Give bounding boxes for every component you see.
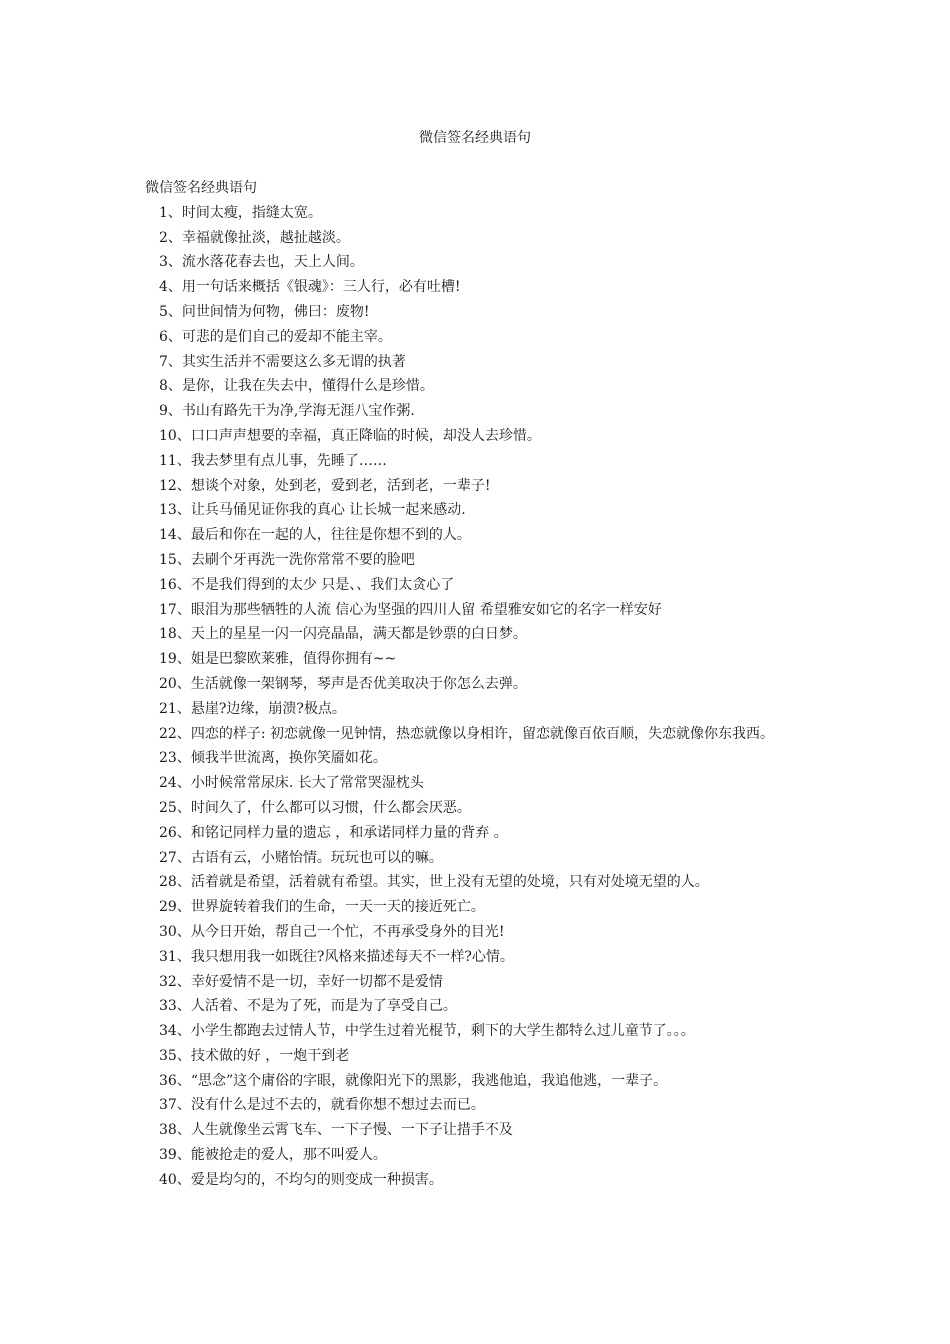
list-item: 16、不是我们得到的太少 只是、、我们太贪心了: [159, 576, 455, 593]
list-item: 38、人生就像坐云霄飞车、一下子慢、一下子让措手不及: [159, 1122, 513, 1139]
list-item: 11、我去梦里有点儿事，先睡了……: [159, 452, 387, 469]
list-item: 23、倾我半世流离，换你笑靥如花。: [159, 750, 387, 767]
list-item: 26、和铭记同样力量的遗忘 ，和承诺同样力量的背弃 。: [159, 824, 508, 841]
list-item: 35、技术做的好 ，一炮干到老: [159, 1047, 350, 1064]
list-item: 25、时间久了，什么都可以习惯，什么都会厌恶。: [159, 799, 471, 816]
list-item: 15、去刷个牙再洗一洗你常常不要的脸吧: [159, 551, 415, 568]
list-item: 22、四恋的样子: 初恋就像一见钟情，热恋就像以身相许，留恋就像百依百顺，失恋就像你东我西。: [159, 725, 774, 742]
list-item: 19、姐是巴黎欧莱雅，值得你拥有~~: [159, 651, 397, 668]
page-title: 微信签名经典语句: [419, 130, 531, 146]
list-item: 3、流水落花春去也，天上人间。: [159, 254, 364, 271]
list-item: 13、让兵马俑见证你我的真心 让长城一起来感动.: [159, 502, 466, 519]
list-item: 21、悬崖?边缘，崩溃?极点。: [159, 700, 346, 717]
list-item: 14、最后和你在一起的人，往往是你想不到的人。: [159, 527, 471, 544]
list-item: 17、眼泪为那些牺牲的人流 信心为坚强的四川人留 希望雅安如它的名字一样安好: [159, 601, 662, 618]
list-item: 32、幸好爱情不是一切，幸好一切都不是爱情: [159, 973, 443, 990]
list-item: 33、人活着、不是为了死，而是为了享受自己。: [159, 998, 457, 1015]
quote-list: [145, 201, 810, 1193]
list-item: 8、是你，让我在失去中，懂得什么是珍惜。: [159, 378, 434, 395]
list-item: 2、幸福就像扯淡，越扯越淡。: [159, 229, 350, 246]
list-item: 29、世界旋转着我们的生命，一天一天的接近死亡。: [159, 899, 485, 916]
list-item: 18、天上的星星一闪一闪亮晶晶，满天都是钞票的白日梦。: [159, 626, 527, 643]
document-body: [145, 176, 810, 1193]
list-item: 6、可悲的是们自己的爱却不能主宰。: [159, 328, 392, 345]
list-item: 34、小学生都跑去过情人节，中学生过着光棍节，剩下的大学生都特么过儿童节了。。。: [159, 1023, 695, 1040]
list-item: 36、“思念”这个庸俗的字眼，就像阳光下的黑影，我逃他追，我追他逃，一辈子。: [159, 1072, 668, 1089]
list-item: 30、从今日开始，帮自己一个忙，不再承受身外的目光!: [159, 923, 505, 940]
list-item: 40、爱是均匀的，不均匀的则变成一种损害。: [159, 1171, 443, 1188]
list-item: 20、生活就像一架钢琴，琴声是否优美取决于你怎么去弹。: [159, 675, 527, 692]
list-item: 39、能被抢走的爱人，那不叫爱人。: [159, 1147, 387, 1164]
list-item: 31、我只想用我一如既往?风格来描述每天不一样?心情。: [159, 948, 514, 965]
list-item: 24、小时候常常尿床. 长大了常常哭湿枕头: [159, 775, 424, 792]
list-item: 5、问世间情为何物，佛曰：废物!: [159, 303, 370, 320]
list-item: 9、书山有路先干为净,学海无涯八宝作粥.: [159, 403, 415, 420]
list-item: 4、用一句话来概括《银魂》：三人行，必有吐槽!: [159, 279, 461, 296]
list-item: 12、想谈个对象，处到老，爱到老，活到老，一辈子!: [159, 477, 491, 494]
list-item: 28、活着就是希望，活着就有希望。其实，世上没有无望的处境，只有对处境无望的人。: [159, 874, 709, 891]
list-item: 7、其实生活并不需要这么多无谓的执著: [159, 353, 406, 370]
section-heading: 微信签名经典语句: [145, 180, 257, 196]
list-item: 27、古语有云，小赌怡情。玩玩也可以的嘛。: [159, 849, 443, 866]
list-item: 1、时间太瘦，指缝太宽。: [159, 204, 322, 221]
list-item: 10、口口声声想要的幸福，真正降临的时候，却没人去珍惜。: [159, 427, 541, 444]
list-item: 37、没有什么是过不去的，就看你想不想过去而已。: [159, 1097, 485, 1114]
